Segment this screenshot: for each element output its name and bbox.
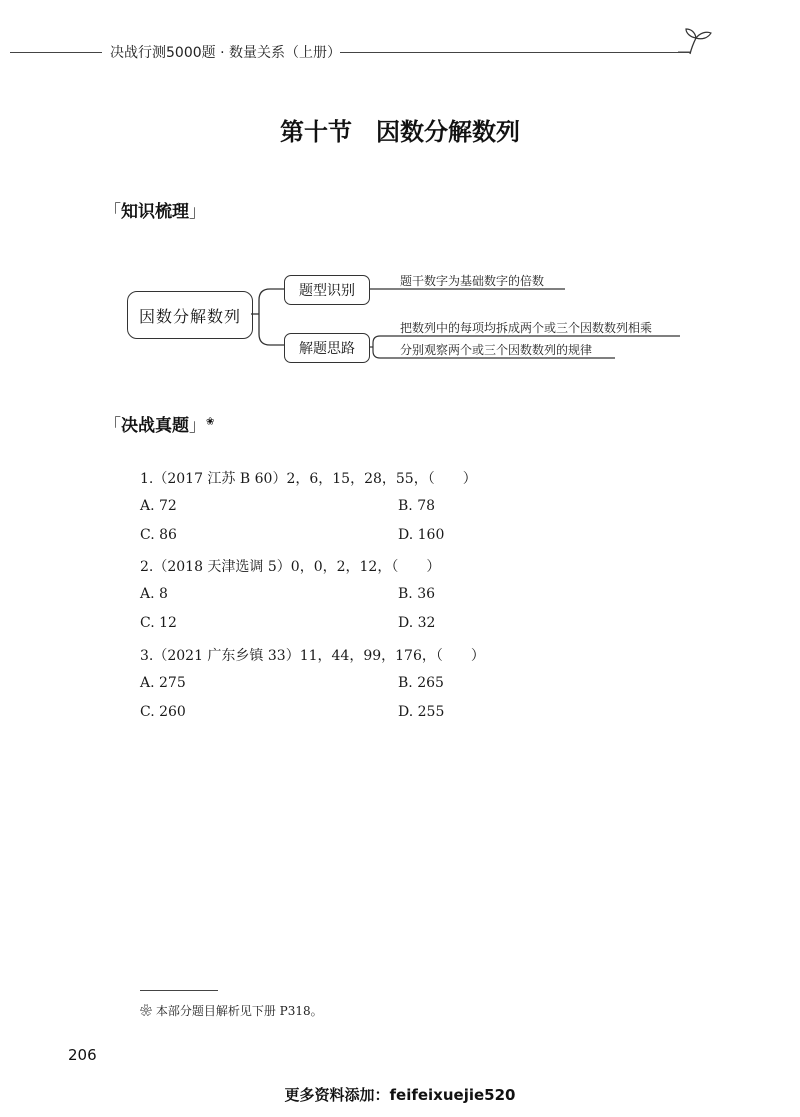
mindmap-leaf-approach-1: 把数列中的每项均拆成两个或三个因数数列相乘 xyxy=(400,321,653,335)
question-2-option-b: B. 36 xyxy=(398,586,436,602)
question-3-option-c: C. 260 xyxy=(140,704,186,720)
question-3-stem: 3.（2021 广东乡镇 33）11，44，99，176，（ ） xyxy=(140,648,485,664)
running-header: 决战行测5000题 · 数量关系（上册） xyxy=(110,45,341,61)
exam-open-bracket: 「 xyxy=(104,416,121,436)
footnote-rule xyxy=(140,990,218,991)
page-number: 206 xyxy=(68,1046,97,1064)
question-1-option-b: B. 78 xyxy=(398,498,436,514)
knowledge-close-bracket: 」 xyxy=(189,202,206,222)
question-1-option-c: C. 86 xyxy=(140,527,177,543)
question-3-option-a: A. 275 xyxy=(140,675,186,691)
question-3-option-b: B. 265 xyxy=(398,675,444,691)
question-1-stem: 1.（2017 江苏 B 60）2，6，15，28，55，（ ） xyxy=(140,471,477,487)
mindmap-leaf-identify: 题干数字为基础数字的倍数 xyxy=(400,274,545,288)
exam-heading xyxy=(104,411,214,436)
footnote xyxy=(140,1002,323,1019)
mindmap-branch-approach: 解题思路 xyxy=(284,333,370,363)
knowledge-heading xyxy=(104,197,206,222)
question-1-option-a: A. 72 xyxy=(140,498,177,514)
question-2-stem: 2.（2018 天津选调 5）0，0，2，12，（ ） xyxy=(140,559,441,575)
promo-text: 更多资料添加：feifeixuejie520 xyxy=(284,1086,516,1104)
section-title: 第十节 因数分解数列 xyxy=(280,118,520,146)
header-rule-left xyxy=(10,52,102,53)
sprout-icon xyxy=(678,24,716,58)
mindmap-branch-identify: 题型识别 xyxy=(284,275,370,305)
exam-close-bracket: 」 xyxy=(189,416,206,436)
mindmap-root: 因数分解数列 xyxy=(127,291,253,339)
flower-footnote-icon: ❀ xyxy=(140,1004,153,1018)
header-rule-right xyxy=(340,52,690,53)
question-1-option-d: D. 160 xyxy=(398,527,445,543)
question-2-option-c: C. 12 xyxy=(140,615,177,631)
question-2-option-a: A. 8 xyxy=(140,586,168,602)
exam-heading-text: 决战真题 xyxy=(121,416,189,436)
question-3-option-d: D. 255 xyxy=(398,704,445,720)
flower-note-icon: ❀ xyxy=(206,416,215,428)
knowledge-open-bracket: 「 xyxy=(104,202,121,222)
question-2-option-d: D. 32 xyxy=(398,615,436,631)
mindmap-leaf-approach-2: 分别观察两个或三个因数数列的规律 xyxy=(400,343,593,357)
footnote-text: 本部分题目解析见下册 P318。 xyxy=(155,1004,323,1018)
knowledge-heading-text: 知识梳理 xyxy=(121,202,189,222)
